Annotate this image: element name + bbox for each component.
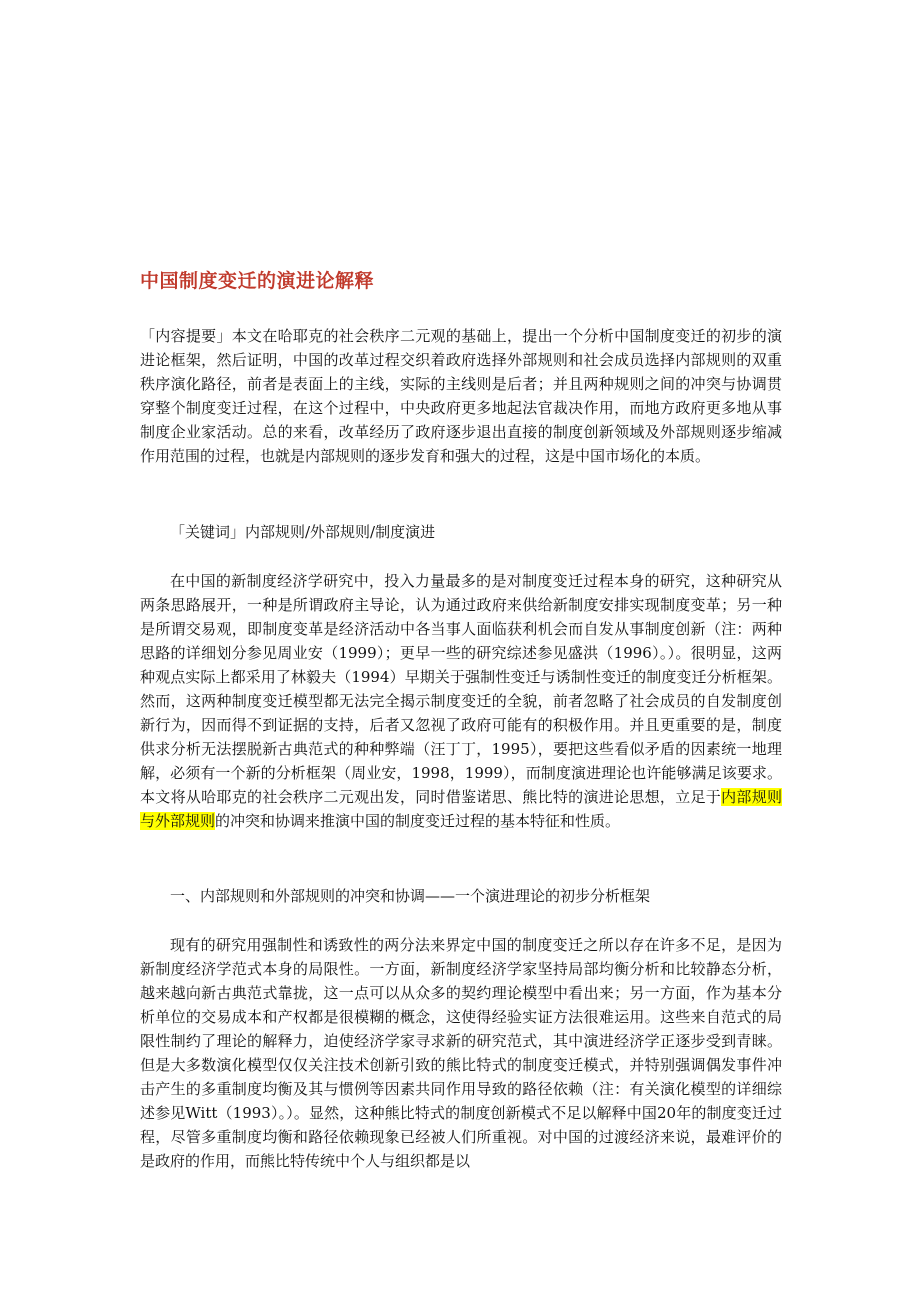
intro-text-before: 在中国的新制度经济学研究中，投入力量最多的是对制度变迁过程本身的研究，这种研究从两条思路展开，一种是所谓政府主导论，认为通过政府来供给新制度安排实现制度变革；另一种是所谓交易观，即制度变革是经济活动中各当事人面临获利机会而自发从事制度创新（注：两种思路的详细划分参见周业安（1999）；更早一些的研究综述参见盛洪（1996）。）。很明显，这两种观点实际上都采用了林毅夫（1994）早期关于强制性变迁与诱制性变迁的制度变迁分析框架。然而，这两种制度变迁模型都无法完全揭示制度变迁的全貌，前者忽略了社会成员的自发制度创新行为，因而得不到证据的支持，后者又忽视了政府可能有的积极作用。并且更重要的是，制度供求分析无法摆脱新古典范式的种种弊端（汪丁丁，1995），要把这些看似矛盾的因素统一地理解，必须有一个新的分析框架（周业安，1998，1999），而制度演进理论也许能够满足该要求。本文将从哈耶克的社会秩序二元观出发，同时借鉴诺思、熊比特的演进论思想，立足于 [140, 572, 782, 806]
section-paragraph: 现有的研究用强制性和诱致性的两分法来界定中国的制度变迁之所以存在许多不足，是因为新制度经济学范式本身的局限性。一方面，新制度经济学家坚持局部均衡分析和比较静态分析，越来越向新古典范式靠拢，这一点可以从众多的契约理论模型中看出来；另一方面，作为基本分析单位的交易成本和产权都是很模糊的概念，这使得经验实证方法很难运用。这些来自范式的局限性制约了理论的解释力，迫使经济学家寻求新的研究范式，其中演进经济学正逐步受到青睐。但是大多数演化模型仅仅关注技术创新引致的熊比特式的制度变迁模式，并特别强调偶发事件冲击产生的多重制度均衡及其与惯例等因素共同作用导致的路径依赖（注：有关演化模型的详细综述参见Witt（1993）。）。显然，这种熊比特式的制度创新模式不足以解释中国20年的制度变迁过程，尽管多重制度均衡和路径依赖现象已经被人们所重视。对中国的过渡经济来说，最难评价的是政府的作用，而熊比特传统中个人与组织都是以 [140, 936, 782, 1170]
section-heading: 一、内部规则和外部规则的冲突和协调——一个演进理论的初步分析框架 [170, 887, 651, 905]
document-title: 中国制度变迁的演进论解释 [140, 270, 375, 292]
intro-text-after: 的冲突和协调来推演中国的制度变迁过程的基本特征和性质。 [215, 812, 621, 830]
abstract-paragraph: 「内容提要」本文在哈耶克的社会秩序二元观的基础上，提出一个分析中国制度变迁的初步的演进论框架，然后证明，中国的改革过程交织着政府选择外部规则和社会成员选择内部规则的双重秩序演化路径，前者是表面上的主线，实际的主线则是后者；并且两种规则之间的冲突与协调贯穿整个制度变迁过程，在这个过程中，中央政府更多地起法官裁决作用，而地方政府更多地从事制度企业家活动。总的来看，改革经历了政府逐步退出直接的制度创新领域及外部规则逐步缩减作用范围的过程，也就是内部规则的逐步发育和强大的过程，这是中国市场化的本质。 [140, 327, 782, 465]
keywords-line: 「关键词」内部规则/外部规则/制度演进 [170, 523, 436, 541]
intro-paragraph [140, 569, 782, 833]
highlighted-phrase: 内部规则与外部规则 [140, 788, 782, 830]
